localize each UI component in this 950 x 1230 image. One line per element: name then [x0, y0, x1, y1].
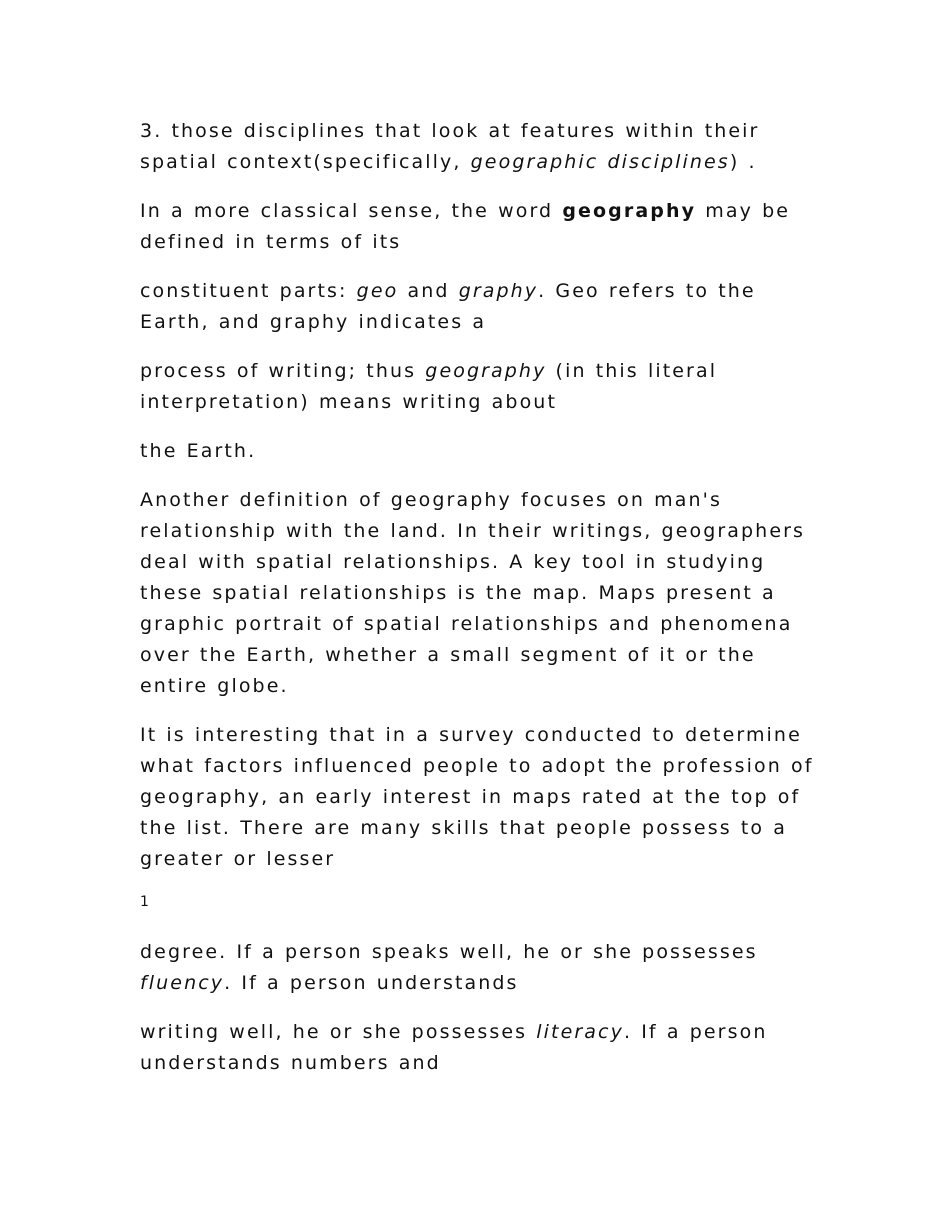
paragraph-literacy	[140, 1017, 820, 1079]
paragraph-text: . Geo refers to the Earth, and graphy indicates a	[140, 280, 756, 333]
italic-term: graphy	[458, 280, 539, 302]
italic-term: literacy	[536, 1021, 624, 1043]
paragraph-disciplines	[140, 116, 820, 178]
italic-term: geographic disciplines	[470, 151, 730, 173]
paragraph-the-earth: the Earth.	[140, 440, 257, 462]
paragraph-text: 3. those disciplines that look at features within their spatial context(specifically,	[140, 120, 760, 173]
paragraph-text: In a more classical sense, the word	[140, 200, 563, 222]
paragraph-survey: It is interesting that in a survey conducted to determine what factors influenced people to adopt the profession of geography, an early interest in maps rated at the top of the list. There are many skills that people possess to a greater or lesser	[140, 724, 814, 870]
italic-term: geo	[356, 280, 399, 302]
page-number: 1	[140, 894, 149, 910]
paragraph-text: degree. If a person speaks well, he or she possesses	[140, 941, 758, 963]
paragraph-text: and	[398, 280, 459, 302]
paragraph-text: writing well, he or she possesses	[140, 1021, 537, 1043]
paragraph-constituent-parts	[140, 276, 820, 338]
italic-term: fluency	[140, 972, 225, 994]
document-page	[140, 116, 820, 1097]
paragraph-process-of-writing	[140, 356, 820, 418]
italic-term: geography	[425, 360, 547, 382]
paragraph-text: . If a person understands	[224, 972, 519, 994]
paragraph-text: may be defined in terms of its	[140, 200, 791, 253]
paragraph-text: (in this literal interpretation) means writing about	[140, 360, 718, 413]
paragraph-fluency	[140, 937, 820, 999]
paragraph-text: process of writing; thus	[140, 360, 426, 382]
paragraph-text: constituent parts:	[140, 280, 357, 302]
paragraph-classical-sense	[140, 196, 820, 258]
paragraph-text: . If a person understands numbers and	[140, 1021, 768, 1074]
bold-term: geography	[562, 200, 697, 222]
paragraph-another-definition: Another definition of geography focuses on man's relationship with the land. In their writings, geographers deal with spatial relationships. A key tool in studying these spatial relationships is the map. Maps present a graphic portrait of spatial relationships and phenomena over the Earth, whether a small segment of it or the entire globe.	[140, 489, 806, 697]
paragraph-text: ) .	[729, 151, 757, 173]
